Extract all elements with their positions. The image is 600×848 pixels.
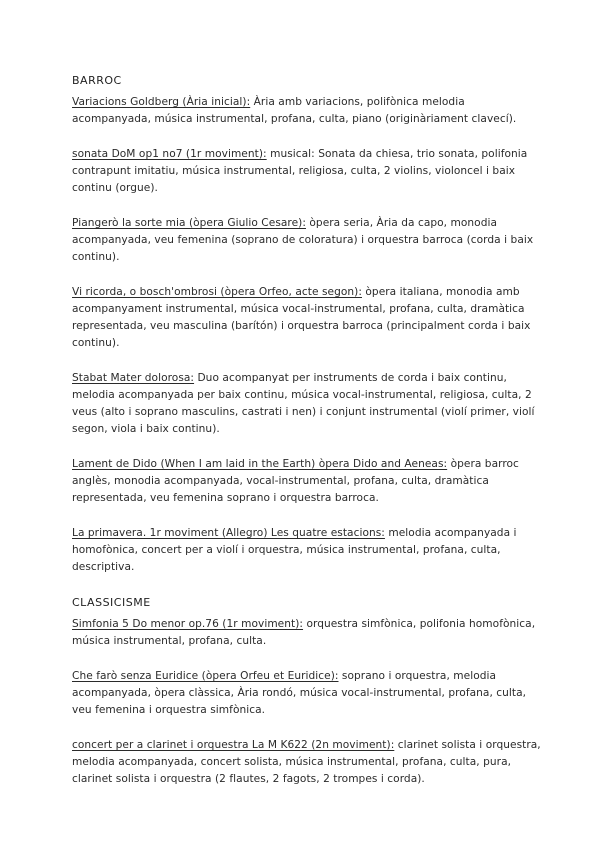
entry-title: sonata DoM op1 no7 (1r moviment): [72, 148, 267, 160]
entry-concert-clarinet [72, 737, 542, 788]
entry-text: Ària amb variacions, polifònica melodia acompanyada, música instrumental, profana, culta, piano (originàriament clavecí). [72, 96, 517, 125]
entry-text: melodia acompanyada i homofònica, concert per a violí i orquestra, música instrumental, profana, culta, descriptiva. [72, 527, 517, 573]
section-heading-barroc: BARROC [72, 74, 122, 87]
entry-title: Vi ricorda, o bosch'ombrosi (òpera Orfeo, acte segon): [72, 286, 362, 298]
entry-title: Variacions Goldberg (Ària inicial): [72, 96, 251, 108]
section-heading-classicisme: CLASSICISME [72, 596, 151, 609]
entry-title: Simfonia 5 Do menor op.76 (1r moviment): [72, 618, 304, 630]
document-page [72, 72, 542, 806]
entry-piangero [72, 215, 542, 266]
entry-text: clarinet solista i orquestra, melodia acompanyada, concert solista, música instrumental, profana, culta, pura, clarinet solista i orquestra (2 flautes, 2 fagots, 2 trompes i corda). [72, 739, 541, 785]
entry-text: orquestra simfònica, polifonia homofònica, música instrumental, profana, culta. [72, 618, 536, 647]
entry-primavera [72, 525, 542, 576]
entry-text: Duo acompanyat per instruments de corda i baix continu, melodia acompanyada per baix continu, música vocal-instrumental, religiosa, culta, 2 veus (alto i soprano masculins, castrati i nen) i conjunt instrumental (violí primer, violí segon, viola i baix continu). [72, 372, 535, 435]
entry-text: soprano i orquestra, melodia acompanyada, òpera clàssica, Ària rondó, música vocal-instrumental, profana, culta, veu femenina i orquestra simfònica. [72, 670, 527, 716]
entry-lament-dido [72, 456, 542, 507]
entry-title: Piangerò la sorte mia (òpera Giulio Cesare): [72, 217, 306, 229]
entry-title: Stabat Mater dolorosa: [72, 372, 195, 384]
entry-che-faro [72, 668, 542, 719]
entry-vi-ricorda [72, 284, 542, 352]
entry-title: La primavera. 1r moviment (Allegro) Les quatre estacions: [72, 527, 385, 539]
entry-goldberg [72, 94, 542, 128]
entry-simfonia-5 [72, 616, 542, 650]
entry-title: concert per a clarinet i orquestra La M K622 (2n moviment): [72, 739, 395, 751]
entry-title: Lament de Dido (When I am laid in the Earth) òpera Dido and Aeneas: [72, 458, 448, 470]
entry-text: òpera barroc anglès, monodia acompanyada, vocal-instrumental, profana, culta, dramàtica representada, veu femenina soprano i orquestra barroca. [72, 458, 519, 504]
entry-title: Che farò senza Euridice (òpera Orfeu et Euridice): [72, 670, 339, 682]
entry-stabat-mater [72, 370, 542, 438]
entry-text: òpera italiana, monodia amb acompanyament instrumental, música vocal-instrumental, profana, culta, dramàtica representada, veu masculina (barítón) i orquestra barroca (principalment corda i baix continu). [72, 286, 531, 349]
entry-sonata [72, 146, 542, 197]
entry-text: òpera seria, Ària da capo, monodia acompanyada, veu femenina (soprano de coloratura) i orquestra barroca (corda i baix continu). [72, 217, 534, 263]
entry-text: musical: Sonata da chiesa, trio sonata, polifonia contrapunt imitatiu, música instrumental, religiosa, culta, 2 violins, violoncel i baix continu (orgue). [72, 148, 528, 194]
